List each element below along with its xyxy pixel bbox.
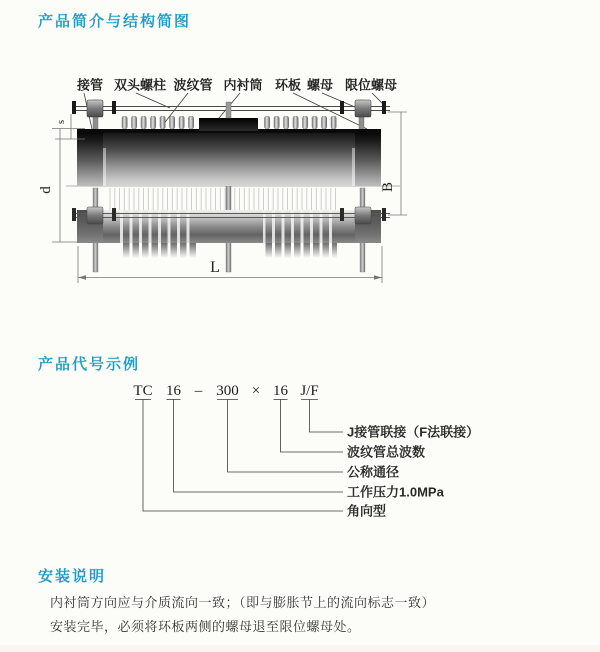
installation-notes — [50, 595, 470, 643]
center-collar — [199, 118, 258, 131]
flange-right — [355, 129, 381, 186]
code-part-waves: 16 — [273, 383, 288, 399]
stud-center-top — [226, 102, 231, 118]
code-part-connection: J/F — [300, 383, 319, 399]
bellows-reflection — [108, 188, 338, 213]
part-label-nut: 螺母 — [306, 77, 334, 93]
section3-heading: 安装说明 — [38, 568, 107, 585]
dim-label-s: s — [55, 119, 67, 125]
part-label-double-stud: 双头螺柱 — [113, 77, 167, 93]
part-label-connecting-pipe: 接管 — [76, 77, 104, 93]
code-part-type: TC — [133, 383, 153, 399]
legend-connection: J接管联接（F法联接） — [347, 424, 480, 440]
dimension-d — [38, 129, 78, 243]
part-label-limit-nut: 限位螺母 — [344, 77, 398, 93]
legend-working-pressure: 工作压力1.0MPa — [347, 484, 444, 500]
legend-nominal-diameter: 公称通径 — [347, 464, 400, 480]
code-part-pressure: 16 — [166, 383, 181, 399]
legend-angular-type: 角向型 — [347, 503, 387, 519]
lower-teeth-left — [120, 243, 196, 258]
installation-note-line1: 内衬筒方向应与介质流向一致；（即与膨胀节上的流向标志一致） — [50, 595, 436, 610]
part-label-inner-liner: 内衬筒 — [223, 77, 263, 93]
part-label-ring-plate: 环板 — [274, 77, 302, 93]
code-part-diameter: 300 — [216, 383, 239, 399]
code-part-times: × — [251, 383, 261, 399]
upper-body — [77, 129, 381, 186]
bellows-fins-left — [120, 116, 196, 129]
legend-wave-count: 波纹管总波数 — [347, 444, 426, 460]
page-bottom-edge — [0, 645, 600, 652]
part-label-bellows: 波纹管 — [173, 77, 213, 93]
product-code-figure — [0, 370, 600, 535]
dim-label-L: L — [210, 259, 220, 276]
dimension-B — [380, 112, 407, 215]
section2-heading: 产品代号示例 — [38, 356, 141, 373]
code-part-dash: – — [194, 383, 203, 399]
section1-heading: 产品简介与结构简图 — [38, 13, 192, 30]
dim-label-B: B — [380, 181, 396, 193]
bellows-fins-right — [263, 116, 337, 129]
flange-left — [77, 129, 103, 186]
expansion-joint-diagram — [28, 68, 458, 298]
code-connector-lines — [135, 400, 343, 512]
lower-teeth-right — [263, 243, 337, 258]
dim-label-d: d — [38, 186, 54, 194]
installation-note-line2: 安装完毕，必须将环板两侧的螺母退至限位螺母处。 — [50, 619, 361, 634]
